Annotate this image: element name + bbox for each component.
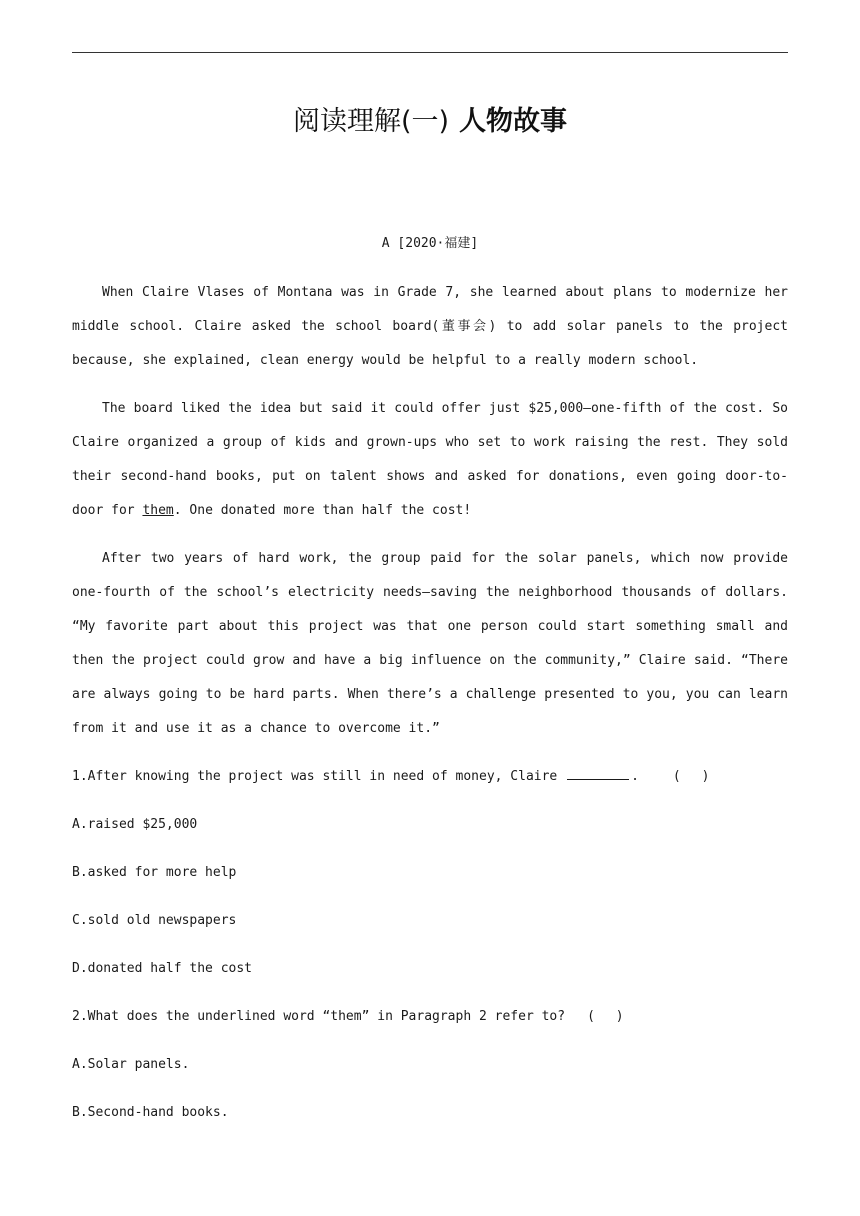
page-title [0,104,860,140]
question-2-stem [72,1000,788,1034]
content [72,276,788,1144]
title-part-1: 阅读理解(一) [292,106,450,137]
question-2-option-a: A.Solar panels. [72,1057,190,1072]
question-1-option-b: B.asked for more help [72,865,237,880]
question-1-text-before: 1.After knowing the project was still in need of money, Claire [72,769,566,784]
paragraph-2-text-after: . One donated more than half the cost! [173,503,472,518]
paragraph-2 [72,392,788,528]
passage-source: A [2020·福建] [381,236,479,251]
question-2-text: 2.What does the underlined word “them” in Paragraph 2 refer to? [72,1009,566,1024]
question-1-stem [72,760,788,794]
question-1-option-a: A.raised $25,000 [72,817,198,832]
paragraph-2-text-before: The board liked the idea but said it could offer just $25,000—one-fifth of the cost. So Claire organized a group of kids and grown-ups who set to work raising the rest. They sold their second-hand books, put on talent shows and asked for donations, even going door-to-door for [72,401,788,518]
question-1-option-d: D.donated half the cost [72,961,253,976]
question-2-option-b: B.Second-hand books. [72,1105,229,1120]
question-1-option-c: C.sold old newspapers [72,913,237,928]
paragraph-3: After two years of hard work, the group paid for the solar panels, which now provide one-fourth of the school’s electricity needs—saving the neighborhood thousands of dollars. “My favorite part about this project was that one person could start something small and then the project could grow and have a big influence on the community,” Claire said. “There are always going to be hard parts. When there’s a challenge presented to you, you can learn from it and use it as a chance to overcome it.” [72,551,788,736]
paragraph-1: When Claire Vlases of Montana was in Grade 7, she learned about plans to modernize her middle school. Claire asked the school board(董事会) to add solar panels to the project because, she explained, clean energy would be helpful to a really modern school. [72,285,788,368]
question-1-text-after: . [631,769,639,784]
title-part-2: 人物故事 [459,106,568,137]
answer-parentheses: ( ) [587,1009,624,1024]
top-rule [72,52,788,53]
answer-blank [567,765,629,780]
underlined-word: them [142,503,174,518]
answer-parentheses: ( ) [672,769,710,784]
